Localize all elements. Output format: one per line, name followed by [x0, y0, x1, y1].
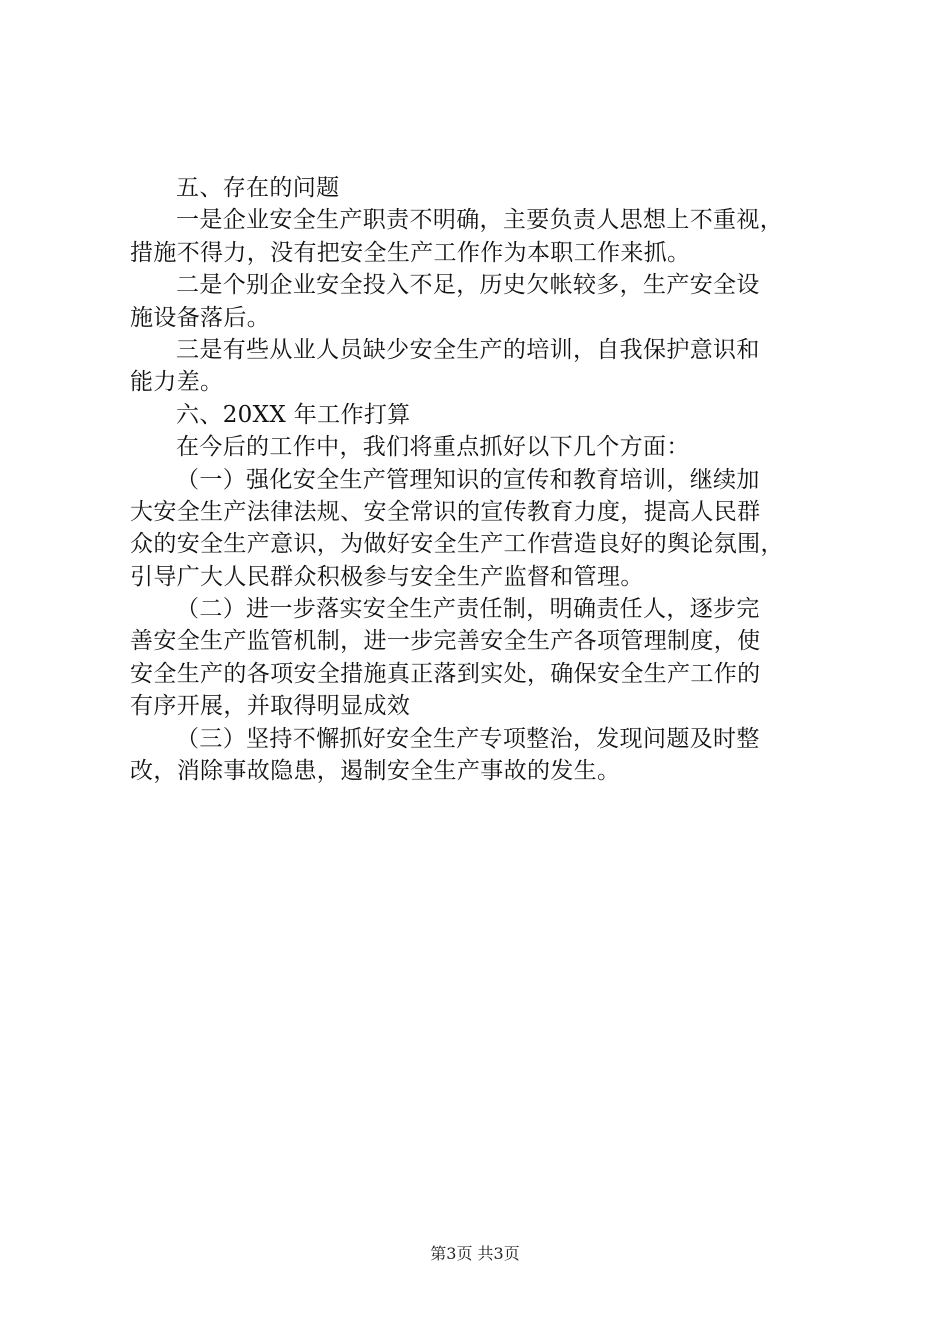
paragraph-line: 措施不得力，没有把安全生产工作作为本职工作来抓。 [130, 239, 691, 266]
paragraph-line: （一）强化安全生产管理知识的宣传和教育培训，继续加 [176, 466, 760, 493]
paragraph-line: 安全生产的各项安全措施真正落到实处，确保安全生产工作的 [130, 660, 761, 687]
page-number: 第3页 共3页 [430, 1244, 520, 1263]
section-heading-problems: 五、存在的问题 [176, 175, 340, 201]
paragraph-line: 在今后的工作中，我们将重点抓好以下几个方面： [176, 434, 690, 461]
paragraph-line: （二）进一步落实安全生产责任制，明确责任人，逐步完 [176, 596, 760, 623]
paragraph-line: 一是企业安全生产职责不明确，主要负责人思想上不重视， [176, 207, 784, 234]
paragraph-line: 施设备落后。 [130, 304, 271, 331]
paragraph-line: 大安全生产法律法规、安全常识的宣传教育力度，提高人民群 [130, 498, 761, 525]
paragraph-line: （三）坚持不懈抓好安全生产专项整治，发现问题及时整 [176, 725, 760, 752]
paragraph-line: 引导广大人民群众积极参与安全生产监督和管理。 [130, 563, 644, 590]
paragraph-line: 善安全生产监管机制，进一步完善安全生产各项管理制度，使 [130, 628, 761, 655]
paragraph-line: 有序开展，并取得明显成效 [130, 693, 411, 720]
paragraph-line: 改，消除事故隐患，遏制安全生产事故的发生。 [130, 758, 621, 785]
paragraph-line: 三是有些从业人员缺少安全生产的培训，自我保护意识和 [176, 336, 760, 363]
paragraph-line: 二是个别企业安全投入不足，历史欠帐较多，生产安全设 [176, 272, 760, 299]
document-body [130, 172, 845, 787]
paragraph-line: 众的安全生产意识，为做好安全生产工作营造良好的舆论氛围， [130, 531, 784, 558]
paragraph-line: 能力差。 [130, 369, 224, 396]
section-heading-plan: 六、20XX 年工作打算 [176, 401, 411, 428]
